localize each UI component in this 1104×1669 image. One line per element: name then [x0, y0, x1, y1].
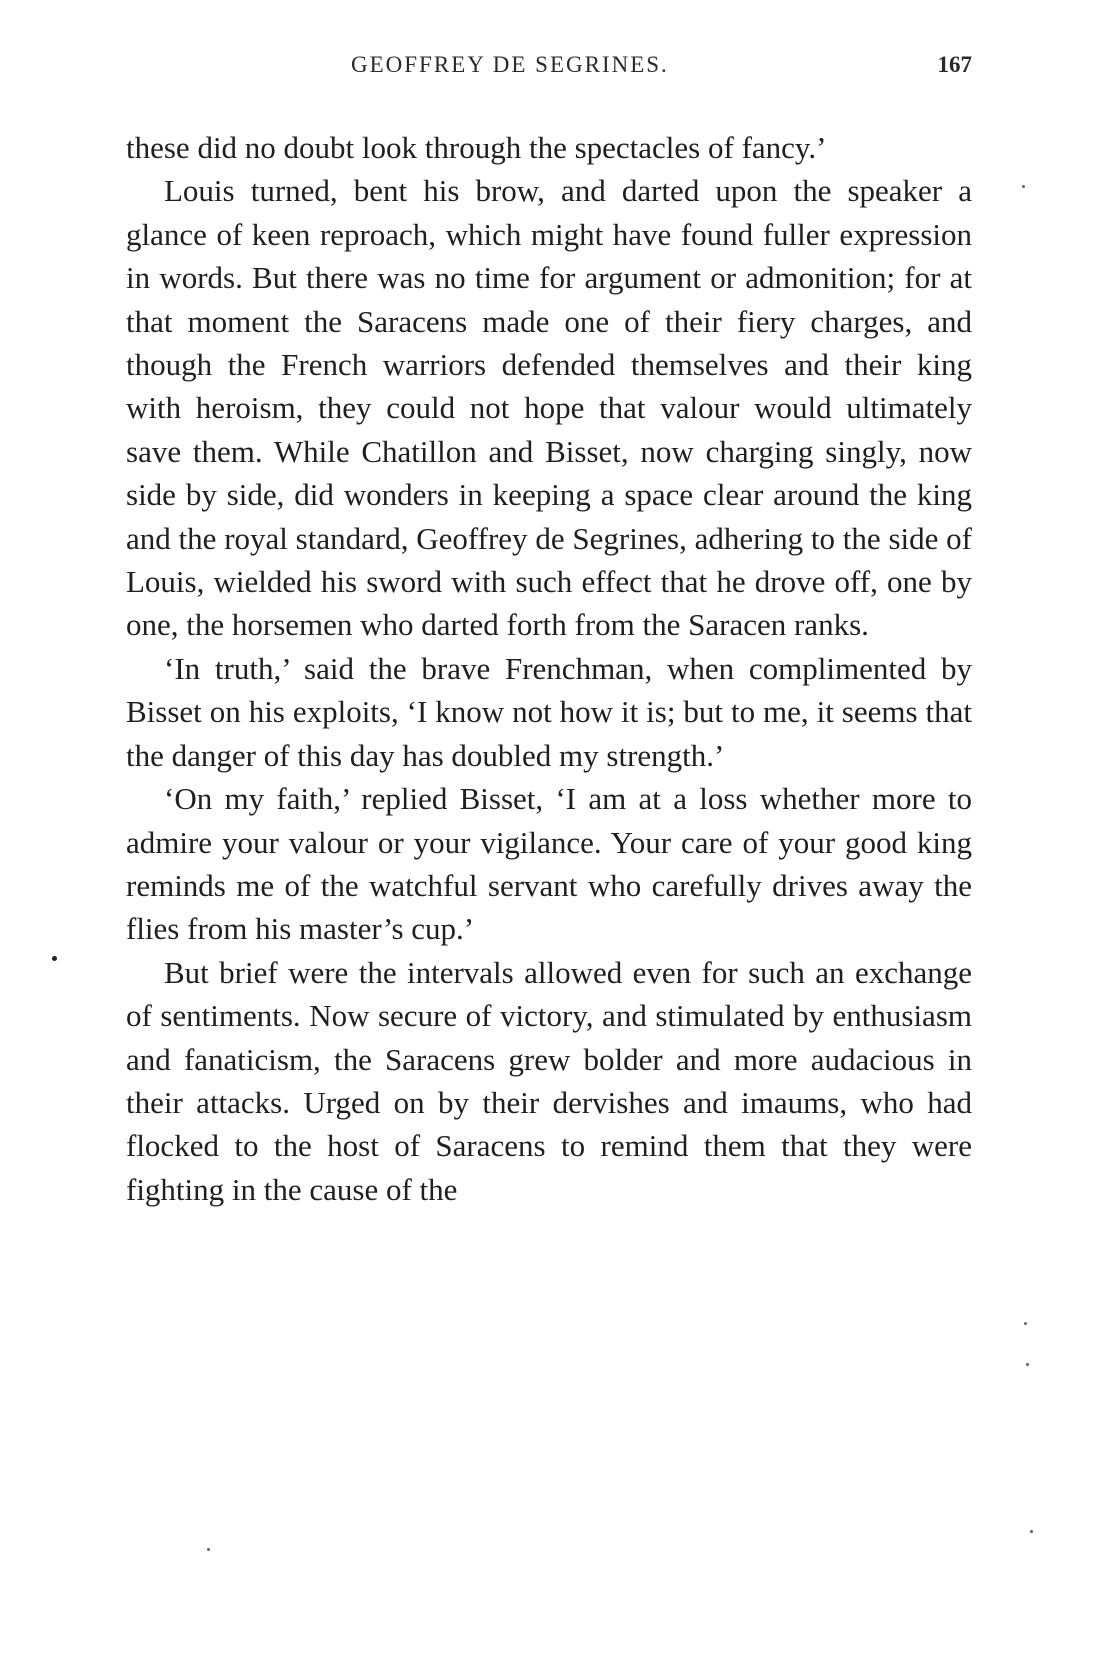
running-title: GEOFFREY DE SEGRINES.	[351, 52, 669, 77]
print-speck	[52, 956, 57, 961]
running-head	[126, 52, 972, 92]
paragraph-on-my-faith: ‘On my faith,’ replied Bisset, ‘I am at a loss whether more to admire your valour or your vigilance. Your care of your good king reminds me of the watchful servant who carefully drives away the flies from his master’s cup.’	[126, 781, 972, 947]
paragraph-continuation: these did no doubt look through the spectacles of fancy.’	[126, 130, 827, 165]
page-number: 167	[937, 52, 972, 77]
print-speck	[1030, 1530, 1033, 1533]
paragraph-in-truth: ‘In truth,’ said the brave Frenchman, when complimented by Bisset on his exploits, ‘I know not how it is; but to me, it seems that the danger of this day has doubled my strength.’	[126, 650, 972, 773]
print-speck	[207, 1548, 210, 1551]
print-speck	[1026, 1363, 1029, 1366]
paragraph-louis-turned: Louis turned, bent his brow, and darted upon the speaker a glance of keen reproach, which might have found fuller expression in words. But there was no time for argument or admonition; for at that moment the Saracens made one of their fiery charges, and though the French warriors defended themselves and their king with heroism, they could not hope that valour would ultimately save them. While Chatillon and Bisset, now charging singly, now side by side, did wonders in keeping a space clear around the king and the royal standard, Geoffrey de Segrines, adhering to the side of Louis, wielded his sword with such effect that he drove off, one by one, the horsemen who darted forth from the Saracen ranks.	[126, 173, 972, 643]
print-speck	[1024, 1322, 1027, 1325]
body-text	[126, 126, 972, 1211]
paragraph-but-brief: But brief were the intervals allowed even for such an exchange of sentiments. Now secure of victory, and stimulated by enthusiasm and fanaticism, the Saracens grew bolder and more audacious in their attacks. Urged on by their dervishes and imaums, who had flocked to the host of Saracens to remind them that they were fighting in the cause of the	[126, 954, 972, 1207]
print-speck	[1022, 185, 1025, 188]
